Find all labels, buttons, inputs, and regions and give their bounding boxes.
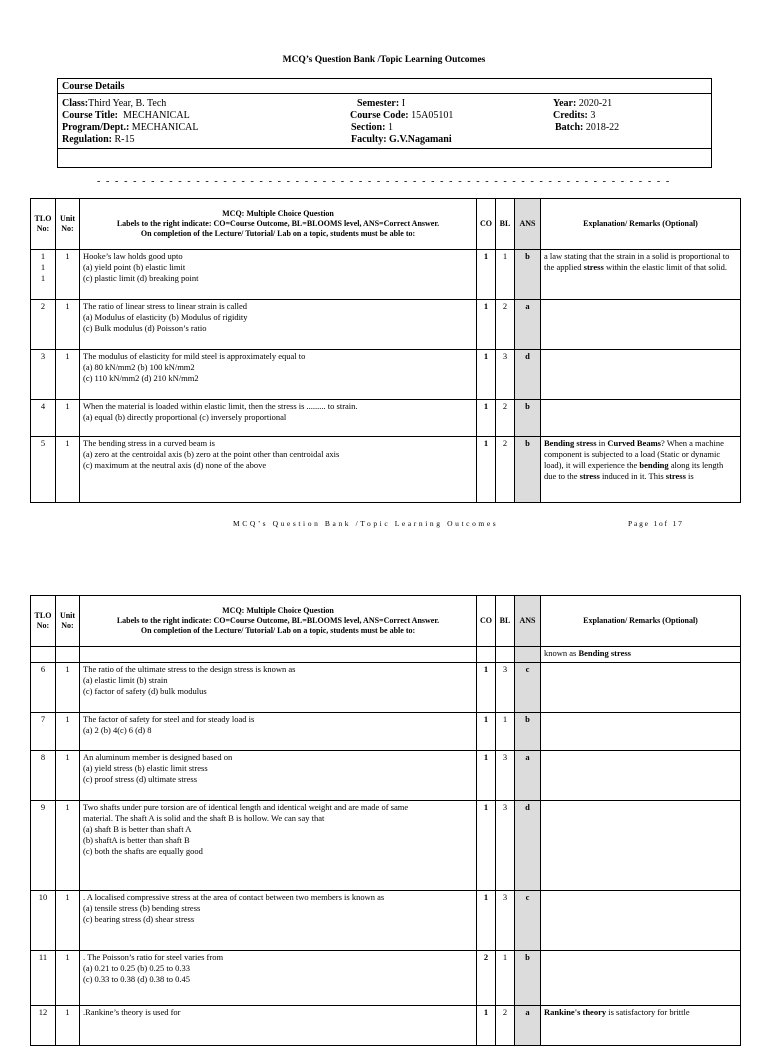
table-row xyxy=(31,891,741,951)
mcq-header: MCQ: Multiple Choice Question Labels to the right indicate: CO=Course Outcome, BL=BLOOMS level, ANS=Correct Answer. On completion of the Lecture/ Tutorial/ Lab on a topic, students must be able to: xyxy=(80,199,477,250)
bl-cell: 3 xyxy=(496,663,515,713)
unit-header: Unit No: xyxy=(56,199,80,250)
table-row xyxy=(31,300,741,350)
unit-cell: 1 xyxy=(56,1006,80,1046)
question-line: (a) yield stress (b) elastic limit stress xyxy=(83,763,208,773)
question-cell xyxy=(80,300,477,350)
question-line: The factor of safety for steel and for steady load is xyxy=(83,714,255,724)
co-cell: 2 xyxy=(477,951,496,1006)
regulation-info: Regulation: R-15 xyxy=(62,134,135,145)
question-line: An aluminum member is designed based on xyxy=(83,752,233,762)
table-row xyxy=(31,437,741,503)
footer-title: MCQ’s Question Bank /Topic Learning Outcomes xyxy=(233,519,499,528)
question-line: (a) 2 (b) 4(c) 6 (d) 8 xyxy=(83,725,152,735)
explanation-cell xyxy=(541,400,741,437)
question-cell xyxy=(80,250,477,300)
question-cell xyxy=(80,951,477,1006)
unit-cell: 1 xyxy=(56,400,80,437)
question-line: (a) 0.21 to 0.25 (b) 0.25 to 0.33 xyxy=(83,963,190,973)
table-row xyxy=(31,751,741,801)
question-line: (a) tensile stress (b) bending stress xyxy=(83,903,201,913)
tlo-cell: 6 xyxy=(31,663,56,713)
bl-cell: 3 xyxy=(496,350,515,400)
course-details-grid xyxy=(58,94,711,149)
co-cell: 1 xyxy=(477,400,496,437)
explanation-cell xyxy=(541,350,741,400)
co-cell: 1 xyxy=(477,437,496,503)
unit-cell: 1 xyxy=(56,663,80,713)
bl-cell: 2 xyxy=(496,300,515,350)
explanation-cell xyxy=(541,801,741,891)
co-cell: 1 xyxy=(477,350,496,400)
bl-cell: 1 xyxy=(496,951,515,1006)
unit-cell: 1 xyxy=(56,300,80,350)
course-title-info: Course Title: MECHANICAL xyxy=(62,110,190,121)
mcq-header: MCQ: Multiple Choice Question Labels to the right indicate: CO=Course Outcome, BL=BLOOMS level, ANS=Correct Answer. On completion of the Lecture/ Tutorial/ Lab on a topic, students must be able to: xyxy=(80,596,477,647)
co-cell: 1 xyxy=(477,891,496,951)
continuation-explanation xyxy=(541,647,741,663)
table-header-row xyxy=(31,199,741,250)
explanation-cell: Rankine's theory is satisfactory for brittle xyxy=(541,1006,741,1046)
table-row xyxy=(31,250,741,300)
answer-cell: b xyxy=(515,250,541,300)
bl-cell: 3 xyxy=(496,891,515,951)
continuation-text: known as Bending stress xyxy=(544,648,631,658)
table-row xyxy=(31,350,741,400)
batch-info: Batch: 2018-22 xyxy=(555,122,620,133)
bl-cell: 3 xyxy=(496,801,515,891)
class-info: Class:Third Year, B. Tech xyxy=(62,98,167,109)
tlo-cell: 1 1 1 xyxy=(31,250,56,300)
table-row xyxy=(31,663,741,713)
table-row xyxy=(31,400,741,437)
answer-cell: b xyxy=(515,437,541,503)
question-line: (c) maximum at the neutral axis (d) none of the above xyxy=(83,460,267,470)
unit-cell: 1 xyxy=(56,437,80,503)
continuation-row xyxy=(31,647,741,663)
question-cell xyxy=(80,751,477,801)
question-line: (c) 110 kN/mm2 (d) 210 kN/mm2 xyxy=(83,373,199,383)
question-cell xyxy=(80,350,477,400)
answer-cell: a xyxy=(515,751,541,801)
table-row xyxy=(31,801,741,891)
question-cell xyxy=(80,801,477,891)
tlo-header: TLO No: xyxy=(31,199,56,250)
footer-page-number: Page 1of 17 xyxy=(628,519,684,528)
explanation-cell: Bending stress in Curved Beams? When a machine component is subjected to a load (Static or dynamic load), it will experience the bending along its length due to the stress induced in it. This stress is xyxy=(541,437,741,503)
question-line: The bending stress in a curved beam is xyxy=(83,438,215,448)
explanation-header: Explanation/ Remarks (Optional) xyxy=(541,596,741,647)
tlo-cell: 3 xyxy=(31,350,56,400)
tlo-cell: 9 xyxy=(31,801,56,891)
bl-cell: 2 xyxy=(496,437,515,503)
explanation-cell xyxy=(541,663,741,713)
faculty-info: Faculty: G.V.Nagamani xyxy=(351,134,452,145)
co-cell: 1 xyxy=(477,801,496,891)
question-cell xyxy=(80,1006,477,1046)
question-cell xyxy=(80,713,477,751)
answer-cell: d xyxy=(515,801,541,891)
course-code-info: Course Code: 15A05101 xyxy=(350,110,454,121)
bl-cell: 3 xyxy=(496,751,515,801)
question-line: (a) Modulus of elasticity (b) Modulus of rigidity xyxy=(83,312,248,322)
question-line: . A localised compressive stress at the area of contact between two members is known as xyxy=(83,892,385,902)
co-cell: 1 xyxy=(477,300,496,350)
question-line: .Rankine’s theory is used for xyxy=(83,1007,181,1017)
table-header-row xyxy=(31,596,741,647)
tlo-cell: 7 xyxy=(31,713,56,751)
unit-cell: 1 xyxy=(56,801,80,891)
co-cell: 1 xyxy=(477,1006,496,1046)
course-details-box xyxy=(57,78,712,168)
unit-cell: 1 xyxy=(56,350,80,400)
co-cell: 1 xyxy=(477,713,496,751)
answer-cell: b xyxy=(515,713,541,751)
co-header: CO xyxy=(477,199,496,250)
course-details-heading: Course Details xyxy=(58,79,711,94)
explanation-cell xyxy=(541,300,741,350)
section-info: Section: 1 xyxy=(351,122,393,133)
explanation-cell xyxy=(541,891,741,951)
question-line: (c) plastic limit (d) breaking point xyxy=(83,273,199,283)
answer-cell: b xyxy=(515,400,541,437)
answer-cell: d xyxy=(515,350,541,400)
mcq-table-page1 xyxy=(30,198,741,503)
question-cell xyxy=(80,663,477,713)
explanation-header: Explanation/ Remarks (Optional) xyxy=(541,199,741,250)
year-info: Year: 2020-21 xyxy=(553,98,613,109)
table-row xyxy=(31,713,741,751)
bl-cell: 1 xyxy=(496,713,515,751)
question-line: The ratio of linear stress to linear strain is called xyxy=(83,301,248,311)
question-line: (a) equal (b) directly proportional (c) inversely proportional xyxy=(83,412,287,422)
bl-header: BL xyxy=(496,596,515,647)
question-line: (c) both the shafts are equally good xyxy=(83,846,203,856)
mcq-table-page2 xyxy=(30,595,741,1046)
separator-line: - - - - - - - - - - - - - - - - - - - - - - - - - - - - - - - - - - - - - - - - - - - - - - - - - - - - - - - - - - - - - - - - xyxy=(97,176,671,187)
unit-header: Unit No: xyxy=(56,596,80,647)
question-cell xyxy=(80,400,477,437)
table-row xyxy=(31,1006,741,1046)
question-cell xyxy=(80,437,477,503)
answer-cell: c xyxy=(515,663,541,713)
explanation-cell xyxy=(541,713,741,751)
question-line: Hooke’s law holds good upto xyxy=(83,251,183,261)
bl-cell: 2 xyxy=(496,1006,515,1046)
semester-info: Semester: I xyxy=(357,98,406,109)
answer-cell: a xyxy=(515,300,541,350)
unit-cell: 1 xyxy=(56,891,80,951)
unit-cell: 1 xyxy=(56,951,80,1006)
credits-info: Credits: 3 xyxy=(553,110,596,121)
bl-cell: 2 xyxy=(496,400,515,437)
page-title: MCQ’s Question Bank /Topic Learning Outcomes xyxy=(282,55,486,65)
program-info: Program/Dept.: MECHANICAL xyxy=(62,122,199,133)
unit-cell: 1 xyxy=(56,751,80,801)
tlo-cell: 4 xyxy=(31,400,56,437)
question-line: The modulus of elasticity for mild steel is approximately equal to xyxy=(83,351,306,361)
tlo-cell: 8 xyxy=(31,751,56,801)
bl-header: BL xyxy=(496,199,515,250)
question-line: (c) factor of safety (d) bulk modulus xyxy=(83,686,207,696)
question-line: (b) shaftA is better than shaft B xyxy=(83,835,190,845)
tlo-header: TLO No: xyxy=(31,596,56,647)
tlo-cell: 5 xyxy=(31,437,56,503)
question-line: (a) elastic limit (b) strain xyxy=(83,675,168,685)
co-header: CO xyxy=(477,596,496,647)
question-line: (a) zero at the centroidal axis (b) zero at the point other than centroidal axis xyxy=(83,449,340,459)
table-row xyxy=(31,951,741,1006)
unit-cell: 1 xyxy=(56,250,80,300)
unit-cell: 1 xyxy=(56,713,80,751)
question-line: When the material is loaded within elastic limit, then the stress is ......... to strain. xyxy=(83,401,358,411)
question-line: (c) 0.33 to 0.38 (d) 0.38 to 0.45 xyxy=(83,974,190,984)
ans-header: ANS xyxy=(515,596,541,647)
co-cell: 1 xyxy=(477,663,496,713)
question-line: (a) yield point (b) elastic limit xyxy=(83,262,186,272)
tlo-cell: 2 xyxy=(31,300,56,350)
question-line: (a) shaft B is better than shaft A xyxy=(83,824,192,834)
answer-cell: b xyxy=(515,951,541,1006)
question-line: (c) bearing stress (d) shear stress xyxy=(83,914,195,924)
explanation-cell xyxy=(541,951,741,1006)
co-cell: 1 xyxy=(477,751,496,801)
ans-header: ANS xyxy=(515,199,541,250)
bl-cell: 1 xyxy=(496,250,515,300)
question-cell xyxy=(80,891,477,951)
tlo-cell: 12 xyxy=(31,1006,56,1046)
answer-cell: a xyxy=(515,1006,541,1046)
question-line: Two shafts under pure torsion are of identical length and identical weight and are made of same xyxy=(83,802,409,812)
explanation-cell xyxy=(541,751,741,801)
question-line: . The Poisson’s ratio for steel varies from xyxy=(83,952,224,962)
explanation-cell: a law stating that the strain in a solid is proportional to the applied stress within the elastic limit of that solid. xyxy=(541,250,741,300)
tlo-cell: 11 xyxy=(31,951,56,1006)
question-line: (c) proof stress (d) ultimate stress xyxy=(83,774,198,784)
question-line: material. The shaft A is solid and the shaft B is hollow. We can say that xyxy=(83,813,325,823)
question-line: (a) 80 kN/mm2 (b) 100 kN/mm2 xyxy=(83,362,195,372)
question-line: (c) Bulk modulus (d) Poisson’s ratio xyxy=(83,323,207,333)
answer-cell: c xyxy=(515,891,541,951)
question-line: The ratio of the ultimate stress to the design stress is known as xyxy=(83,664,296,674)
tlo-cell: 10 xyxy=(31,891,56,951)
co-cell: 1 xyxy=(477,250,496,300)
